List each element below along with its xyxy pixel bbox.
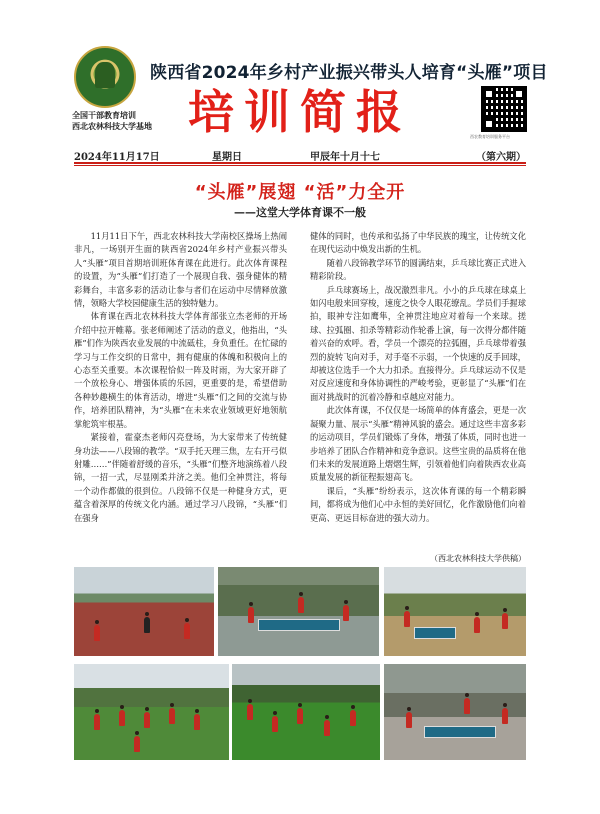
person-figure [298,597,304,613]
person-figure [144,617,150,633]
paragraph: 课后，“头雁”纷纷表示，这次体育课的每一个精彩瞬间，都将成为他们心中永恒的美好回忆，化作激励他们向着更高、更远目标奋进的强大动力。 [310,485,526,523]
ping-pong-table [414,627,456,639]
person-figure [343,605,349,621]
logo-caption-line1: 全国干部教育培训 [72,110,136,120]
qr-corner-marker [483,118,495,130]
person-figure [474,617,480,633]
paragraph: 此次体育课，不仅仅是一场简单的体育盛会，更是一次凝聚力量、展示“头雁”精神风貌的盛会。通过这些丰富多彩的运动项目，学员们锻炼了身体，增强了体质，同时也进一步培养了团队合作精神和竞争意识。这些宝贵的品质将在他们未来的发展道路上熠熠生辉，引领着他们向着陕西农业高质量发展的新征程振翅高飞。 [310,405,526,483]
person-figure [502,613,508,629]
person-figure [194,714,200,730]
issue-number: （第六期） [476,152,526,163]
photo-baduanjin-demo [74,567,214,656]
article-column-left [74,230,287,525]
person-figure [247,704,253,720]
person-figure [502,708,508,724]
paragraph: 健体的同时，也传承和弘扬了中华民族的瑰宝，让传统文化在现代运动中焕发出新的生机。 [310,231,526,255]
photo-group-exercise-1 [74,664,229,760]
person-figure [94,625,100,641]
person-figure [297,708,303,724]
ping-pong-table [424,726,496,738]
qr-code [481,86,527,132]
article-credit: （西北农林科技大学供稿） [430,554,526,563]
date-line [74,148,526,163]
person-figure [406,712,412,728]
ping-pong-table [258,619,340,631]
article-subhead: ——这堂大学体育课不一般 [234,206,366,219]
person-figure [169,708,175,724]
lunar-date: 甲辰年十月十七 [310,152,380,163]
photo-table-tennis-3 [384,664,526,760]
photo-group-exercise-2 [232,664,380,760]
person-figure [134,736,140,752]
person-figure [94,714,100,730]
header-rule [74,162,526,164]
person-figure [248,607,254,623]
person-figure [184,623,190,639]
weekday: 星期日 [212,152,242,163]
person-figure [350,710,356,726]
person-figure [464,698,470,714]
masthead-title: 培训简报 [188,85,412,139]
qr-caption: 西农教育培训服务平台 [470,134,510,139]
qr-corner-marker [483,88,495,100]
article-headline: “头雁”展翅 “活”力全开 [194,182,406,203]
person-figure [119,710,125,726]
photo-table-tennis-2 [384,567,526,656]
person-figure [272,716,278,732]
photo-table-tennis-1 [218,567,379,656]
paragraph: 紧接着，霍豪杰老师闪亮登场，为大家带来了传统健身功法——八段锦的教学。“双手托天理三焦，左右开弓似射雕……”伴随着舒缓的音乐，“头雁”们整齐地演练着八段锦，一招一式，尽显刚柔并济之美。他们全神贯注，将每一个动作都做的很到位。八段锦不仅是一种健身方式，更蕴含着深厚的传统文化内涵。通过学习八段锦，“头雁”们在强身 [74,432,287,523]
paragraph: 乒乓球赛场上，战况激烈非凡。小小的乒乓球在球桌上如闪电般来回穿梭，速度之快令人眼花缭乱。学员们手握球拍，眼神专注如鹰隼，全神贯注地应对着每一个来球。搓球、拉弧圈、扣杀等精彩动作轮番上演，每一次得分都伴随着兴奋的欢呼。看，学员一个漂亮的拉弧圈，乒乓球带着强烈的旋转飞向对手，对手毫不示弱，一个快速的反手回球，却被这位选手一个大力扣杀。直接得分。乒乓球运动不仅是对反应速度和身体协调性的严峻考验，更彰显了“头雁”们在面对挑战时的沉着冷静和卓越应对能力。 [310,284,526,402]
qr-corner-marker [513,88,525,100]
logo-caption [72,110,152,132]
header-rule-thin [74,165,526,166]
person-figure [144,712,150,728]
paragraph: 体育课在西北农林科技大学体育部张立杰老师的开场介绍中拉开帷幕。张老师阐述了活动的意义，他指出，“头雁”们作为陕西农业发展的中流砥柱，身负重任。在忙碌的学习与工作交织的日常中，拥有健康的体魄和积极向上的心态至关重要。本次课程恰似一阵及时雨，为大家开辟了一个放松身心、增强体质的乐园，更重要的是，希望借助各种妙趣横生的体育活动，增进“头雁”们之间的交流与协作，培养团队精神，为“头雁”在未来农业领域更好地领航掌舵筑牢根基。 [74,311,287,429]
logo-emblem [95,62,115,88]
issue-date: 2024年11月17日 [74,152,160,163]
article-column-right [310,230,526,525]
paragraph: 11月11日下午，西北农林科技大学南校区操场上热闹非凡，一场别开生面的陕西省2024年乡村产业振兴带头人“头雁”项目首期培训班体育课在此进行。此次体育课程的设置，为“头雁”们打造了一个展现自我、强身健体的精彩舞台，丰富多彩的活动让参与者们在运动中尽情释放激情，领略大学校园健康生活的独特魅力。 [74,231,287,309]
person-figure [404,611,410,627]
program-title: 陕西省2024年乡村产业振兴带头人培育“头雁”项目 [150,63,548,83]
logo-caption-line2: 西北农林科技大学基地 [72,121,152,131]
paragraph: 随着八段锦教学环节的圆满结束，乒乓球比赛正式进入精彩阶段。 [310,257,526,282]
person-figure [324,720,330,736]
